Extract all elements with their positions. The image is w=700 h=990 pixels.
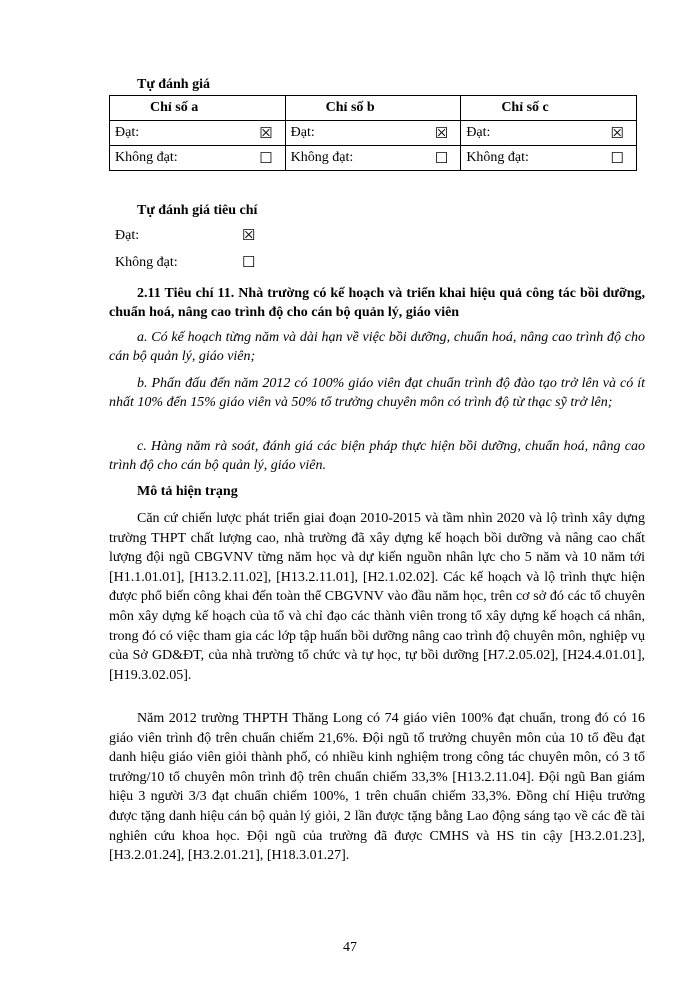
fail-label-b: Không đạt: (285, 146, 419, 171)
header-c: Chỉ số c (461, 96, 637, 121)
table-row-pass (110, 121, 637, 146)
checked-box-icon[interactable]: ☒ (595, 121, 637, 146)
status-paragraph-2: Năm 2012 trường THPTH Thăng Long có 74 giáo viên 100% đạt chuẩn, trong đó có 16 giáo viên trình độ trên chuẩn chiếm 21,6%. Đội ngũ tổ trưởng chuyên môn của 10 tổ đều đạt danh hiệu giáo viên giỏi thành phố, có nhiều kinh nghiệm trong công tác chuyên môn, có 3 tổ trưởng/10 tổ chuyên môn trình độ trên chuẩn chiếm 33,3% [H13.2.11.04]. Đội ngũ Ban giám hiệu 3 người 3/3 đạt chuẩn chiếm 100%, 1 trên chuẩn chiếm 33,3%. Đồng chí Hiệu trưởng được tặng danh hiệu cán bộ quản lý giỏi, 2 lần được tặng bằng Lao động sáng tạo về các đề tài nghiên cứu khoa học. Đội ngũ của trường đã được CMHS và HS tin cậy [H3.2.01.23], [H3.2.01.24], [H3.2.01.21], [H18.3.01.27]. (109, 711, 645, 864)
fail-label-a: Không đạt: (110, 146, 244, 171)
fail-label-c: Không đạt: (461, 146, 595, 171)
status-title: Mô tả hiện trạng (137, 484, 238, 499)
criterion-item-c: c. Hàng năm rà soát, đánh giá các biện pháp thực hiện bồi dưỡng, chuẩn hoá, nâng cao trình độ cho cán bộ quản lý, giáo viên. (109, 439, 645, 473)
pass-label-c: Đạt: (461, 121, 595, 146)
empty-box-icon[interactable]: ☐ (595, 146, 637, 171)
table-row-fail (110, 146, 637, 171)
checked-box-icon[interactable]: ☒ (419, 121, 461, 146)
pass-label-b: Đạt: (285, 121, 419, 146)
empty-box-icon[interactable]: ☐ (244, 146, 286, 171)
empty-box-icon[interactable]: ☐ (419, 146, 461, 171)
header-b: Chỉ số b (285, 96, 461, 121)
status-paragraph-1: Căn cứ chiến lược phát triển giai đoạn 2010-2015 và tầm nhìn 2020 và lộ trình xây dựng trường THPT chất lượng cao, nhà trường đã xây dựng kế hoạch bồi dưỡng và nâng cao chất lượng đội ngũ CBGVNV từng năm học và dự kiến nguồn nhân lực cho 5 năm và 10 năm tới [H1.1.01.01], [H13.2.11.02], [H13.2.11.01], [H2.1.02.02]. Các kế hoạch và lộ trình thực hiện được phổ biến công khai đến toàn thể CBGVNV vào đầu năm học, trên cơ sở đó các tổ chuyên môn xây dựng kế hoạch của tổ và chỉ đạo các thành viên trong tổ xây dựng kế hoạch cá nhân, trong đó có việc tham gia các lớp tập huấn bồi dưỡng nâng cao trình độ chuyên môn, nghiệp vụ của Sở GD&ĐT, của nhà trường tổ chức và tự học, tự bồi dưỡng [H7.2.05.02], [H24.4.01.01], [H19.3.02.05]. (109, 511, 645, 683)
criterion-item-b: b. Phấn đấu đến năm 2012 có 100% giáo viên đạt chuẩn trình độ đào tạo trở lên và có ít nhất 10% đến 15% giáo viên và 50% tổ trưởng chuyên môn có trình độ từ thạc sỹ trở lên; (109, 376, 645, 410)
pass-label-a: Đạt: (110, 121, 244, 146)
self-eval-title: Tự đánh giá (137, 77, 210, 92)
header-a: Chỉ số a (110, 96, 286, 121)
criterion-item-a: a. Có kế hoạch từng năm và dài hạn về việc bồi dưỡng, chuẩn hoá, nâng cao trình độ cho cán bộ quản lý, giáo viên; (109, 330, 645, 364)
criterion-eval-title: Tự đánh giá tiêu chí (137, 203, 258, 218)
checked-box-icon[interactable]: ☒ (244, 121, 286, 146)
criterion-pass-label: Đạt: (115, 228, 140, 243)
checked-box-icon[interactable]: ☒ (242, 228, 256, 244)
table-header-row (110, 96, 637, 121)
self-eval-table (109, 95, 637, 171)
section-heading: 2.11 Tiêu chí 11. Nhà trường có kế hoạch và triển khai hiệu quả công tác bồi dưỡng, chuẩn hoá, nâng cao trình độ cho cán bộ quản lý, giáo viên (109, 286, 645, 320)
empty-box-icon[interactable]: ☐ (242, 255, 256, 271)
criterion-fail-label: Không đạt: (115, 255, 178, 270)
page-number: 47 (343, 940, 357, 955)
